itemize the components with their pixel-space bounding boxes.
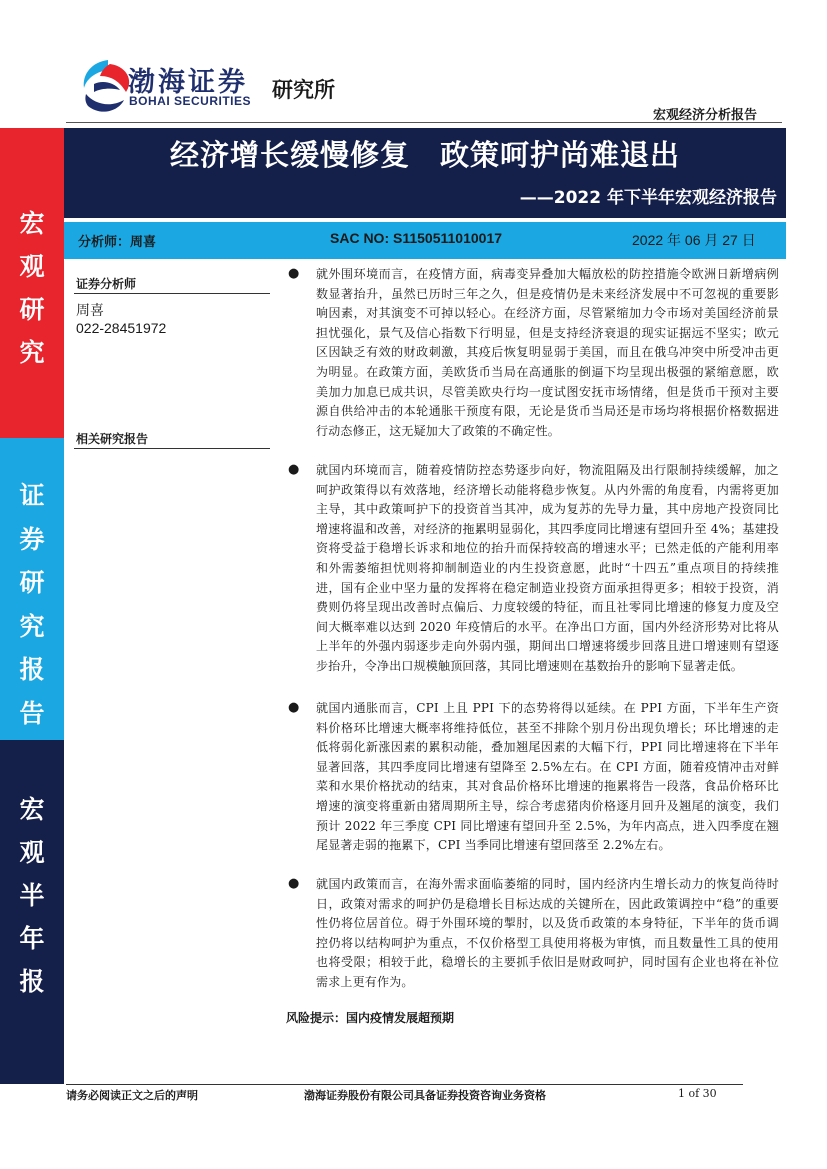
brand-name-en: BOHAI SECURITIES: [129, 94, 252, 108]
strip-char: 告: [19, 698, 45, 728]
paragraph-external: 就外围环境而言，在疫情方面，病毒变异叠加大幅放松的防控措施令欧洲日新增病例数显著抬升，虽然已历时三年之久，但是疫情仍是未来经济发展中不可忽视的重要影响因素，对其演变不可掉以轻心。在经济方面，尽管紧缩加力令市场对美国经济前景担忧强化，景气及信心指数下行明显，但是支持经济衰退的现实证据远不坚实；欧元区因缺乏有效的财政刺激，其疫后恢复明显弱于美国，而且在俄乌冲突中所受冲击更为明显。在政策方面，美欧货币当局在高通胀的倒逼下均呈现出极强的紧缩意愿，欧美加力加息已成共识，尽管美欧央行均一度试图安抚市场情绪，但是货币干预对主要源自供给冲击的本轮通胀干预度有限，无论是货币当局还是市场均将根据价格数据进行动态修正，这无疑加大了政策的不确定性。: [316, 267, 779, 438]
strip-char: 观: [19, 838, 45, 867]
report-date: 2022 年 06 月 27 日: [632, 232, 756, 248]
bullet-icon: ●: [288, 700, 300, 715]
bullet-icon: ●: [288, 266, 300, 281]
strip-char: 半: [19, 881, 45, 910]
related-reports-rule: [74, 448, 270, 449]
footer-qualification: 渤海证券股份有限公司具备证券投资咨询业务资格: [304, 1089, 546, 1102]
strip-char: 年: [19, 924, 45, 953]
footer-divider: [66, 1084, 743, 1085]
sac-number: SAC NO: S1150511010017: [330, 230, 503, 246]
paragraph-policy: 就国内政策而言，在海外需求面临萎缩的同时，国内经济内生增长动力的恢复尚待时日，政策对需求的呵护仍是稳增长目标达成的关键所在，因此政策调控中“稳”的重要性仍将位居首位。碍于外围环境的掣肘，以及货币政策的本身特征，下半年的货币调控仍将以结构呵护为重点，不仅价格型工具使用将极为审慎，而且数量性工具的使用也将受限；相较于此，稳增长的主要抓手依旧是财政呵护，同时国有企业也将在补位需求上更有作为。: [316, 877, 779, 989]
strip-char: 券: [19, 524, 45, 554]
paragraph-inflation: 就国内通胀而言，CPI 上且 PPI 下的态势将得以延续。在 PPI 方面，下半年生产资料价格环比增速大概率将维持低位，甚至不排除个别月份出现负增长；环比增速的走低将弱化新涨因素的累积动能，叠加翘尾因素的大幅下行，PPI 同比增速将在下半年显著回落，其四季度同比增速有望降至 2.5%左右。在 CPI 方面，随着疫情冲击对鲜菜和水果价格扰动的结束，其对食品价格环比增速的拖累将告一段落，食品价格环比增速的演变将重新由猪周期所主导，综合考虑猪肉价格逐月回升及翘尾的演变，我们预计 2022 年三季度 CPI 同比增速有望回升至 2.5%，为年内高点，进入四季度在翘尾显著走弱的拖累下，CPI 当季同比增速有望回落至 2.2%左右。: [316, 701, 779, 853]
report-subtitle: ——2022 年下半年宏观经济报告: [519, 188, 777, 208]
paragraph-domestic: 就国内环境而言，随着疫情防控态势逐步向好，物流阻隔及出行限制持续缓解，加之呵护政策得以有效落地，经济增长动能将稳步恢复。从内外需的角度看，内需将更加主导，其中政策呵护下的投资首当其冲，成为复苏的先导力量，其中房地产投资同比增速将温和改善，对经济的拖累明显弱化，其四季度同比增速有望回升至 4%；基建投资将受益于稳增长诉求和地位的抬升而保持较高的增速水平；已然走低的产能利用率和外需萎缩担忧则将抑制制造业的内生投资意愿，此时“十四五”重点项目的持续推进，国有企业中坚力量的发挥将在稳定制造业投资方面承担得更多；相较于投资，消费则仍将呈现出改善时点偏后、力度较缓的特征，而且社零同比增速的修复力度及空间大概率难以达到 2020 年疫情后的水平。在净出口方面，国内外经济形势对比将从上半年的外强内弱逐步走向外弱内强，期间出口增速将缓步回落且进口增速则有望逐步抬升，令净出口规模触顶回落，其同比增速则在基数抬升的影响下显著走低。: [316, 463, 779, 673]
analyst-label: 分析师：周喜: [78, 235, 157, 250]
analyst-heading: 证券分析师: [76, 277, 137, 291]
bullet-icon: ●: [288, 462, 300, 477]
strip-char: 研: [19, 568, 45, 597]
analyst-phone: 022-28451972: [76, 320, 167, 336]
side-strip-red: [0, 128, 64, 438]
risk-warning: 风险提示：国内疫情发展超预期: [286, 1011, 455, 1025]
institute-label: 研究所: [272, 78, 335, 102]
strip-char: 究: [19, 338, 45, 367]
footer-disclaimer: 请务必阅读正文之后的声明: [66, 1089, 198, 1102]
bullet-icon: ●: [288, 876, 300, 891]
strip-char: 证: [19, 481, 45, 510]
strip-char: 报: [19, 655, 45, 684]
strip-char: 宏: [19, 795, 45, 824]
analyst-heading-rule: [74, 293, 270, 294]
strip-char: 观: [19, 252, 45, 281]
side-strip-navy: [0, 740, 64, 1084]
report-title: 经济增长缓慢修复 政策呵护尚难退出: [169, 138, 680, 172]
strip-char: 究: [19, 611, 45, 641]
strip-char: 报: [19, 967, 45, 996]
side-strip-cyan: [0, 438, 64, 740]
strip-char: 研: [19, 295, 45, 324]
strip-char: 宏: [19, 209, 45, 238]
page-number: 1 of 30: [678, 1087, 717, 1100]
brand-name-cn: 渤海证券: [128, 67, 248, 98]
analyst-name: 周喜: [76, 302, 104, 318]
related-reports-heading: 相关研究报告: [76, 432, 149, 446]
header-divider: [66, 122, 782, 123]
report-type: 宏观经济分析报告: [652, 108, 757, 123]
